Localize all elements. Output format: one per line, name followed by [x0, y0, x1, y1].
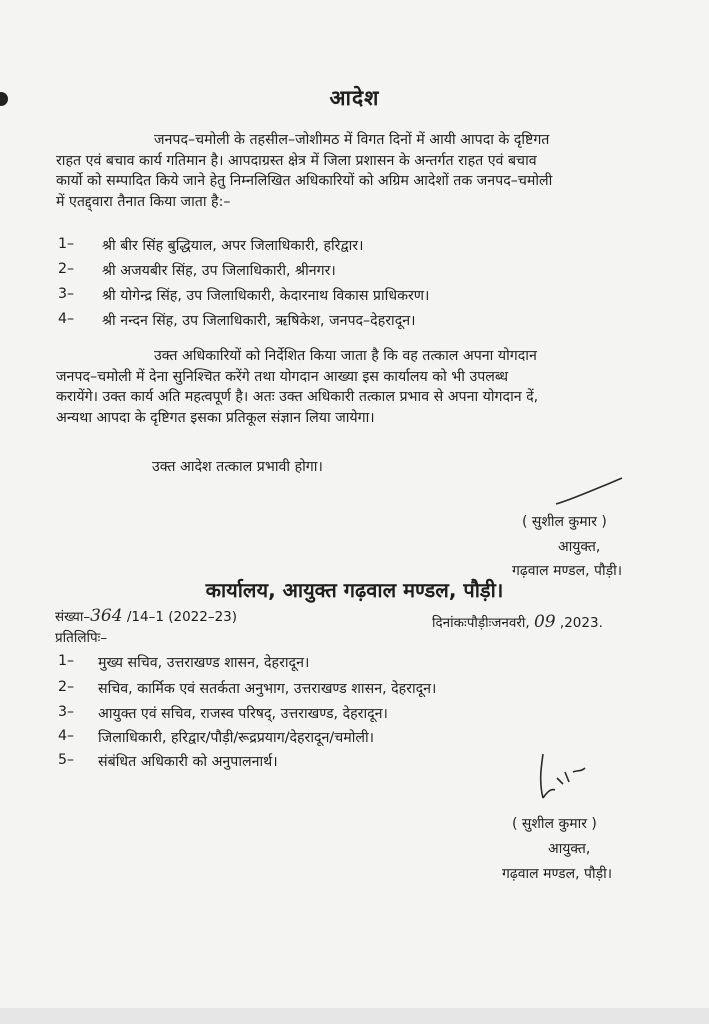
intro-line: राहत एवं बचाव कार्य गतिमान है। आपदाग्रस्त क्षेत्र में जिला प्रशासन के अन्तर्गत राहत एवं बचाव — [56, 152, 537, 169]
officer-entry: श्री योगेन्द्र सिंह, उप जिलाधिकारी, केदारनाथ विकास प्राधिकरण। — [102, 288, 430, 304]
signatory-designation: आयुक्त, — [558, 539, 601, 555]
effective-statement: उक्त आदेश तत्काल प्रभावी होगा। — [152, 459, 323, 475]
signatory-designation: आयुक्त, — [548, 841, 591, 857]
copy-number: 1– — [58, 653, 75, 669]
date-label: दिनांकःपौड़ीःजनवरी, — [432, 615, 530, 631]
officer-number: 3– — [58, 286, 75, 302]
copy-number: 2– — [58, 679, 75, 695]
signature-scribble — [535, 748, 595, 808]
handwritten-day: 09 — [533, 612, 556, 632]
reference-label: संख्या– — [55, 609, 91, 625]
signature-scribble — [552, 474, 627, 512]
signatory-name: ( सुशील कुमार ) — [512, 816, 597, 832]
copy-number: 5– — [58, 752, 75, 768]
signatory-office: गढ़वाल मण्डल, पौड़ी। — [512, 563, 623, 579]
officer-entry: श्री बीर सिंह बुद्धियाल, अपर जिलाधिकारी, हरिद्वार। — [102, 238, 364, 254]
copy-number: 3– — [58, 704, 75, 720]
reference-number — [55, 606, 237, 626]
instruction-paragraph — [56, 346, 658, 428]
officer-number: 1– — [58, 236, 75, 252]
copy-number: 4– — [58, 728, 75, 744]
officer-entry: श्री अजयबीर सिंह, उप जिलाधिकारी, श्रीनगर। — [102, 263, 336, 279]
document-title: आदेश — [329, 86, 380, 110]
page-bottom-edge — [0, 1008, 709, 1024]
intro-line: कार्यो को सम्पादित किये जाने हेतु निम्नलिखित अधिकारियों को अग्रिम आदेशों तक जनपद–चमोली — [56, 173, 553, 189]
signatory-name: ( सुशील कुमार ) — [522, 514, 607, 530]
intro-line: में एतद्द्वारा तैनात किया जाता है:– — [56, 193, 231, 210]
reference-rest: /14–1 (2022–23) — [126, 609, 238, 625]
office-heading: कार्यालय, आयुक्त गढ़वाल मण्डल, पौड़ी। — [205, 578, 504, 602]
intro-line: जनपद–चमोली के तहसील–जोशीमठ में विगत दिनों में आयी आपदा के दृष्टिगत — [154, 132, 550, 148]
instruction-line: करायेंगे। उक्त कार्य अति महत्वपूर्ण है। अतः उक्त अधिकारी तत्काल प्रभाव से अपना योगदान दें, — [56, 389, 539, 405]
officer-entry: श्री नन्दन सिंह, उप जिलाधिकारी, ऋषिकेश, जनपद–देहरादून। — [102, 313, 416, 329]
copy-entry: जिलाधिकारी, हरिद्वार/पौड़ी/रूद्रप्रयाग/देहरादून/चमोली। — [98, 730, 375, 746]
copy-entry: संबंधित अधिकारी को अनुपालनार्थ। — [98, 754, 278, 770]
signatory-office: गढ़वाल मण्डल, पौड़ी। — [502, 866, 613, 882]
instruction-line: अन्यथा आपदा के दृष्टिगत इसका प्रतिकूल संज्ञान लिया जायेगा। — [56, 409, 375, 426]
copy-entry: आयुक्त एवं सचिव, राजस्व परिषद्, उत्तराखण्ड, देहरादून। — [98, 706, 388, 722]
reference-date — [432, 612, 603, 632]
copy-entry: सचिव, कार्मिक एवं सतर्कता अनुभाग, उत्तराखण्ड शासन, देहरादून। — [98, 681, 437, 697]
handwritten-number: 364 — [90, 606, 123, 626]
instruction-line: उक्त अधिकारियों को निर्देशित किया जाता है कि वह तत्काल अपना योगदान — [154, 348, 537, 364]
copy-entry: मुख्य सचिव, उत्तराखण्ड शासन, देहरादून। — [98, 655, 310, 671]
date-year: ,2023. — [559, 615, 603, 631]
copy-label: प्रतिलिपिः– — [55, 630, 108, 646]
officer-number: 4– — [58, 311, 75, 327]
intro-paragraph — [56, 130, 658, 212]
officer-number: 2– — [58, 261, 75, 277]
instruction-line: जनपद–चमोली में देना सुनिश्चित करेंगे तथा योगदान आख्या इस कार्यालय को भी उपलब्ध — [56, 368, 509, 385]
